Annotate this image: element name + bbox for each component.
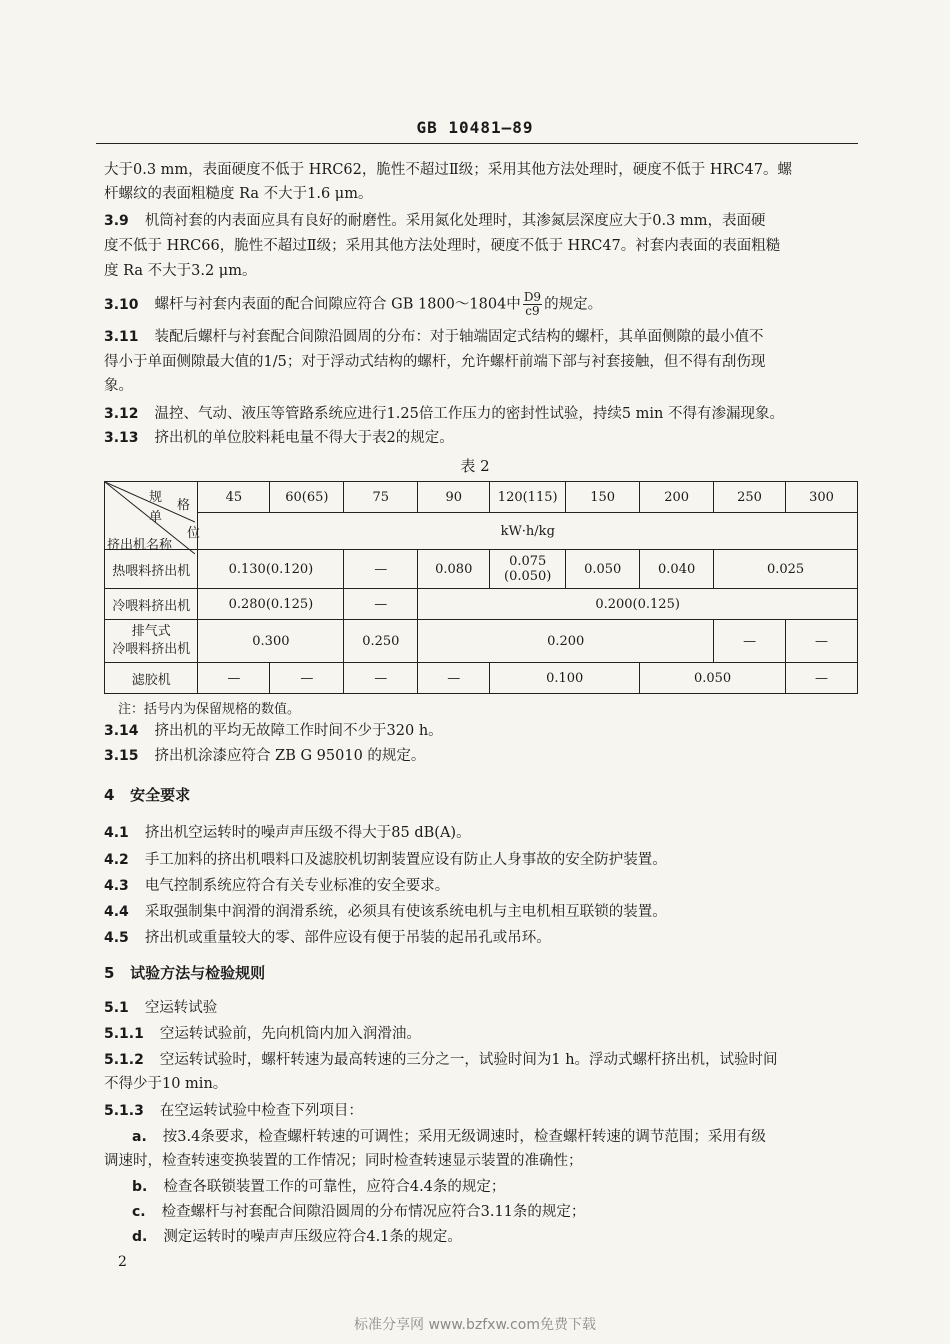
clause-3-13 (104, 428, 454, 448)
item-label: a. (132, 1129, 147, 1145)
spec-60: 60(65) (270, 482, 344, 513)
clause-text: 挤出机涂漆应符合 ZB G 95010 的规定。 (154, 748, 426, 764)
unit-cell: kW·h/kg (198, 513, 858, 550)
clause-text: 挤出机的单位胶料耗电量不得大于表2的规定。 (154, 430, 454, 446)
clause-5-1-2-line1 (104, 1050, 778, 1070)
clause-text: 螺杆与衬套内表面的配合间隙应符合 GB 1800～1804中 (154, 296, 521, 313)
clause-number: 5.1 (104, 1000, 129, 1016)
clause-4-3 (104, 876, 449, 896)
cell-value: — (418, 663, 490, 694)
item-label: d. (132, 1229, 148, 1245)
cell-value: 0.100 (490, 663, 640, 694)
clause-number: 3.15 (104, 748, 139, 764)
clause-text: 手工加料的挤出机喂料口及滤胶机切割装置应设有防止人身事故的安全防护装置。 (144, 852, 667, 868)
spec-200: 200 (640, 482, 714, 513)
row-label: 冷喂料挤出机 (105, 589, 198, 620)
item-b (132, 1177, 505, 1197)
standard-header: GB 10481—89 (416, 118, 534, 137)
item-text: 检查螺杆与衬套配合间隙沿圆周的分布情况应符合3.11条的规定； (161, 1204, 586, 1220)
section-title: 安全要求 (130, 786, 191, 804)
clause-3-14 (104, 721, 443, 741)
clause-number: 4.3 (104, 878, 129, 894)
clause-number: 3.9 (104, 213, 129, 229)
clause-text: 温控、气动、液压等管路系统应进行1.25倍工作压力的密封性试验，持续5 min 不得有渗漏现象。 (154, 406, 784, 422)
clause-number: 3.12 (104, 406, 139, 422)
clause-4-5 (104, 928, 551, 948)
clause-4-1 (104, 823, 471, 843)
cell-value: — (786, 663, 858, 694)
cell-value: 0.280(0.125) (198, 589, 344, 620)
clause-text: 装配后螺杆与衬套配合间隙沿圆周的分布：对于轴端固定式结构的螺杆，其单面侧隙的最小值不 (154, 329, 764, 345)
tolerance-fraction (523, 291, 542, 318)
clause-3-12 (104, 404, 784, 424)
cell-value-reserved: (0.050) (504, 569, 552, 584)
para-cont-line2: 杆螺纹的表面粗糙度 Ra 不大于1.6 μm。 (104, 186, 373, 202)
cell-value: 0.075 (509, 554, 547, 569)
section-title: 试验方法与检验规则 (130, 964, 266, 982)
clause-text: 在空运转试验中检查下列项目： (159, 1103, 363, 1119)
item-text: 按3.4条要求，检查螺杆转速的可调性；采用无级调速时，检查螺杆转速的调节范围；采用有级 (162, 1129, 766, 1145)
clause-5-1-3 (104, 1101, 363, 1121)
clause-3-9-line1 (104, 211, 765, 231)
watermark-footer: 标准分享网 www.bzfxw.com免费下载 (354, 1317, 596, 1333)
clause-number: 4.4 (104, 904, 129, 920)
clause-5-1-1 (104, 1024, 421, 1044)
spec-300: 300 (786, 482, 858, 513)
cell-value: 0.250 (344, 620, 418, 663)
clause-4-2 (104, 850, 667, 870)
para-cont-line1: 大于0.3 mm，表面硬度不低于 HRC62，脆性不超过Ⅱ级；采用其他方法处理时，硬度不低于 HRC47。螺 (104, 162, 792, 178)
spec-120: 120(115) (490, 482, 566, 513)
page-number: 2 (118, 1254, 127, 1270)
corner-cell (105, 482, 201, 553)
clause-4-4 (104, 902, 667, 922)
section-number: 4 (104, 786, 115, 804)
fraction-numerator: D9 (523, 290, 542, 304)
spec-250: 250 (714, 482, 786, 513)
clause-5-1 (104, 998, 217, 1018)
fraction-denominator: c9 (525, 304, 540, 318)
item-label: b. (132, 1179, 148, 1195)
item-d (132, 1227, 462, 1247)
clause-text: 电气控制系统应符合有关专业标准的安全要求。 (144, 878, 450, 894)
table-unit-row (105, 513, 858, 550)
corner-label-wei: 位 (187, 526, 201, 541)
corner-label-gui: 规 (149, 490, 163, 505)
section-4-heading (104, 785, 190, 805)
cell-value: 0.300 (198, 620, 344, 663)
header-rule (96, 143, 858, 144)
item-a-line2: 调速时，检查转速变换装置的工作情况；同时检查转速显示装置的准确性； (104, 1153, 583, 1169)
item-label: c. (132, 1204, 146, 1220)
table-note: 注：括号内为保留规格的数值。 (118, 702, 301, 717)
clause-3-9-line3: 度 Ra 不大于3.2 μm。 (104, 263, 257, 279)
clause-text-end: 的规定。 (544, 296, 603, 313)
item-a-line1 (132, 1127, 766, 1147)
clause-number: 3.13 (104, 430, 139, 446)
clause-number: 3.11 (104, 329, 139, 345)
clause-number: 5.1.1 (104, 1026, 144, 1042)
section-number: 5 (104, 964, 115, 982)
clause-3-9-line2: 度不低于 HRC66，脆性不超过Ⅱ级；采用其他方法处理时，硬度不低于 HRC47。衬套内表面的表面粗糙 (104, 238, 781, 254)
cell-value-pair (490, 550, 566, 589)
clause-number: 4.5 (104, 930, 129, 946)
cell-value: 0.200 (418, 620, 714, 663)
clause-text: 机筒衬套的内表面应具有良好的耐磨性。采用氮化处理时，其渗氮层深度应大于0.3 mm，表面硬 (144, 213, 766, 229)
cell-value: — (344, 589, 418, 620)
cell-value: 0.050 (640, 663, 786, 694)
cell-value: — (786, 620, 858, 663)
spec-75: 75 (344, 482, 418, 513)
cell-value: 0.200(0.125) (418, 589, 858, 620)
clause-3-15 (104, 746, 425, 766)
section-5-heading (104, 963, 265, 983)
corner-label-dan: 单 (149, 510, 163, 525)
clause-3-10 (104, 291, 602, 318)
spec-150: 150 (566, 482, 640, 513)
clause-number: 5.1.3 (104, 1103, 144, 1119)
table-header-row (105, 482, 858, 513)
cell-value: — (270, 663, 344, 694)
item-c (132, 1202, 585, 1222)
item-text: 测定运转时的噪声声压级应符合4.1条的规定。 (163, 1229, 462, 1245)
clause-number: 3.14 (104, 723, 139, 739)
row-label: 排气式 (131, 624, 171, 639)
consumption-table (104, 481, 858, 694)
cell-value: — (198, 663, 270, 694)
clause-text: 空运转试验前，先向机筒内加入润滑油。 (159, 1026, 421, 1042)
cell-value: — (344, 663, 418, 694)
clause-number: 4.2 (104, 852, 129, 868)
cell-value: — (344, 550, 418, 589)
cell-value: — (714, 620, 786, 663)
cell-value: 0.080 (418, 550, 490, 589)
corner-label-name: 挤出机名称 (107, 538, 173, 553)
clause-text: 挤出机或重量较大的零、部件应设有便于吊装的起吊孔或吊环。 (144, 930, 551, 946)
row-label: 冷喂料挤出机 (112, 642, 191, 657)
row-label-pair (105, 620, 198, 663)
item-text: 检查各联锁装置工作的可靠性，应符合4.4条的规定； (163, 1179, 506, 1195)
table-row-hot-feed (105, 550, 858, 589)
clause-number: 3.10 (104, 296, 139, 313)
clause-number: 5.1.2 (104, 1052, 144, 1068)
cell-value: 0.050 (566, 550, 640, 589)
clause-5-1-2-line2: 不得少于10 min。 (104, 1076, 228, 1092)
clause-number: 4.1 (104, 825, 129, 841)
table-row-vented (105, 620, 858, 663)
clause-3-11-line1 (104, 327, 764, 347)
row-label: 滤胶机 (105, 663, 198, 694)
clause-text: 空运转试验 (144, 1000, 218, 1016)
clause-text: 挤出机空运转时的噪声声压级不得大于85 dB(A)。 (144, 825, 471, 841)
cell-value: 0.040 (640, 550, 714, 589)
clause-text: 挤出机的平均无故障工作时间不少于320 h。 (154, 723, 443, 739)
row-label: 热喂料挤出机 (105, 550, 198, 589)
spec-90: 90 (418, 482, 490, 513)
clause-text: 采取强制集中润滑的润滑系统，必须具有使该系统电机与主电机相互联锁的装置。 (144, 904, 667, 920)
clause-3-11-line2: 得小于单面侧隙最大值的1/5；对于浮动式结构的螺杆，允许螺杆前端下部与衬套接触，但不得有刮伤现 (104, 354, 766, 370)
cell-value: 0.025 (714, 550, 858, 589)
table-row-cold-feed (105, 589, 858, 620)
table-row-strainer (105, 663, 858, 694)
corner-label-ge: 格 (177, 498, 191, 513)
spec-45: 45 (198, 482, 270, 513)
table-caption: 表 2 (460, 457, 490, 475)
cell-value: 0.130(0.120) (198, 550, 344, 589)
clause-text: 空运转试验时，螺杆转速为最高转速的三分之一，试验时间为1 h。浮动式螺杆挤出机，试验时间 (159, 1052, 778, 1068)
clause-3-11-line3: 象。 (104, 378, 133, 394)
